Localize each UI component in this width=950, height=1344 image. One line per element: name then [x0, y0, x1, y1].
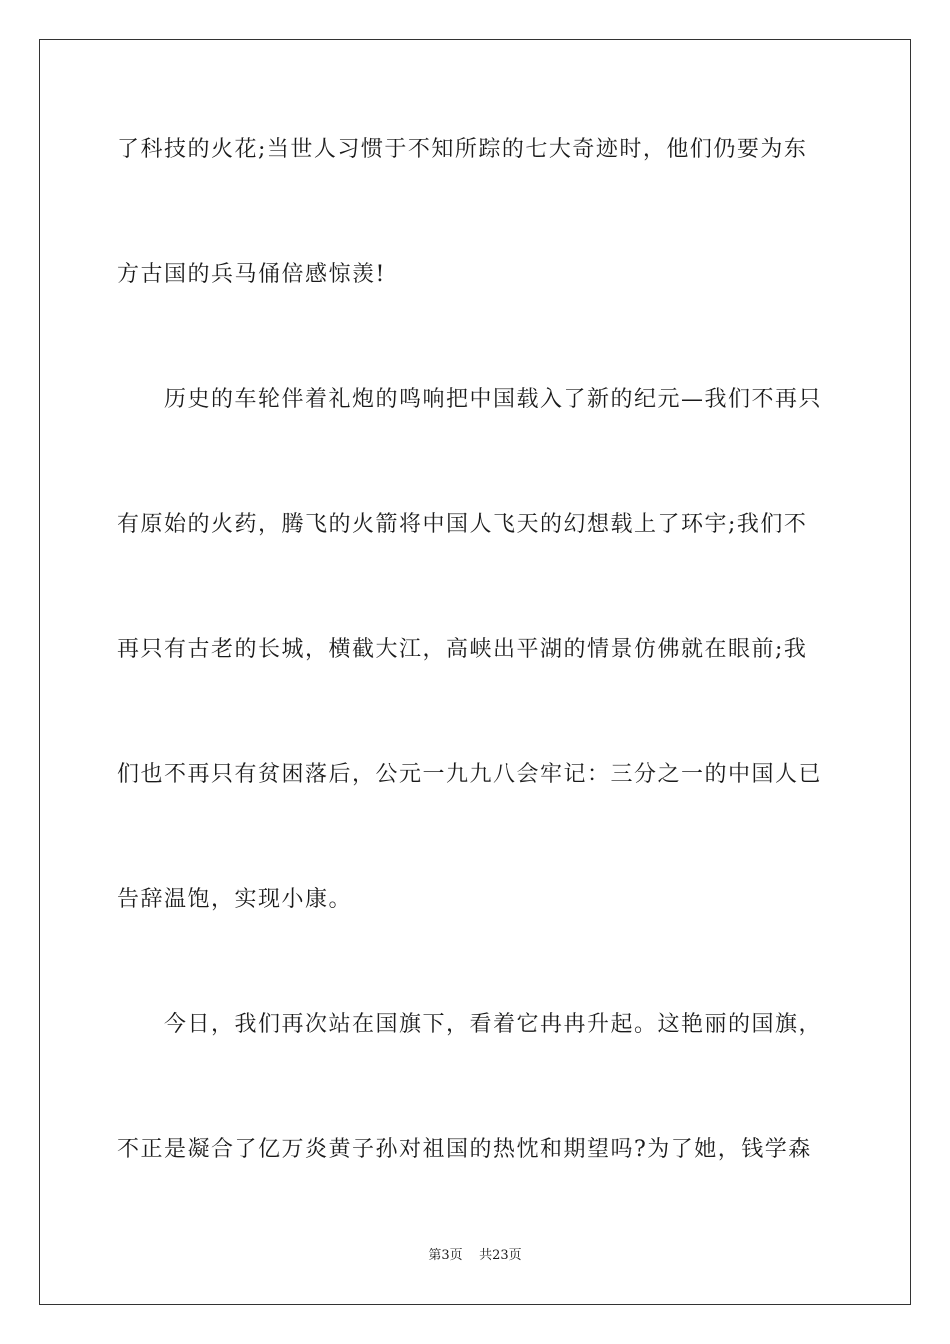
text-line: 历史的车轮伴着礼炮的鸣响把中国载入了新的纪元—我们不再只: [117, 387, 823, 412]
page-number: 第3页: [428, 1248, 463, 1263]
text-line: 们也不再只有贫困落后，公元一九九八会牢记：三分之一的中国人已: [117, 762, 823, 787]
page-border: [39, 39, 911, 1305]
text-line: 今日，我们再次站在国旗下，看着它冉冉升起。这艳丽的国旗，: [117, 1012, 823, 1037]
text-line: 告辞温饱，实现小康。: [117, 887, 353, 912]
page-footer: [0, 1247, 950, 1265]
page-total: 共23页: [479, 1248, 522, 1263]
text-line: 不正是凝合了亿万炎黄子孙对祖国的热忱和期望吗?为了她，钱学森: [117, 1137, 812, 1162]
text-line: 再只有古老的长城，横截大江，高峡出平湖的情景仿佛就在眼前;我: [117, 637, 808, 662]
text-line: 有原始的火药，腾飞的火箭将中国人飞天的幻想载上了环宇;我们不: [117, 512, 808, 537]
text-line: 了科技的火花;当世人习惯于不知所踪的七大奇迹时，他们仍要为东: [117, 137, 808, 162]
text-line: 方古国的兵马俑倍感惊羡!: [117, 262, 386, 287]
